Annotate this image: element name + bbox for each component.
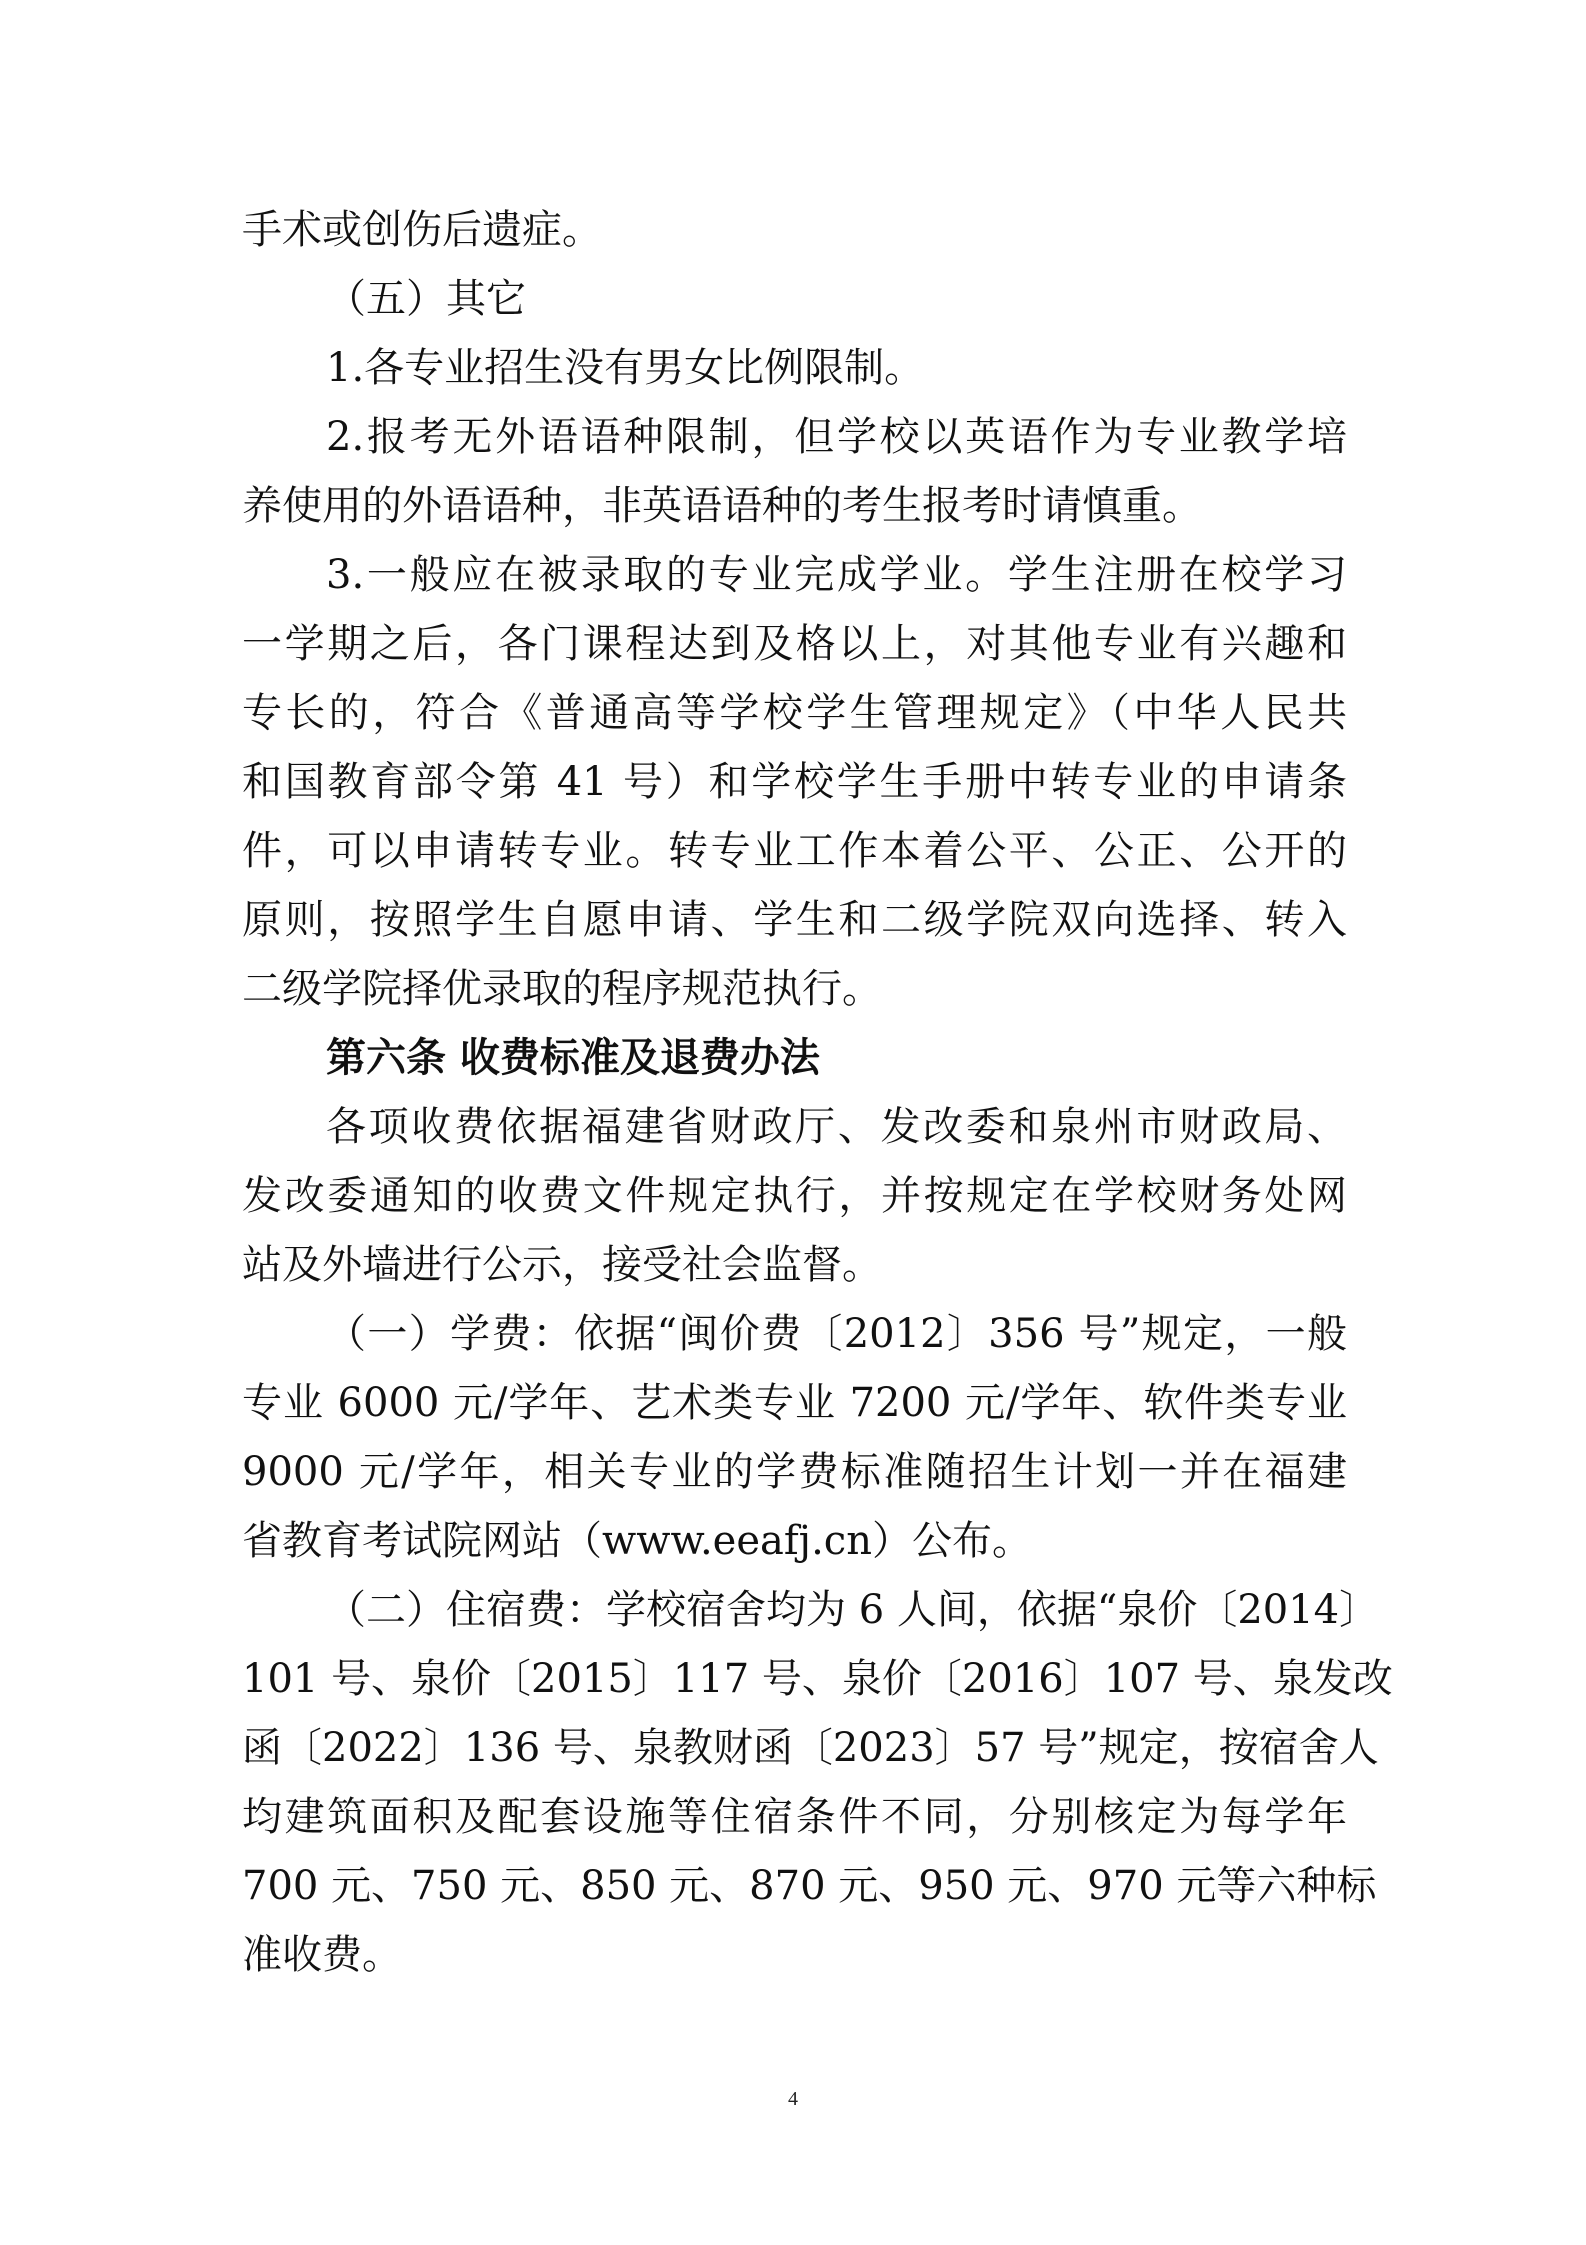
document-body xyxy=(242,196,1393,1990)
text-line: 养使用的外语语种，非英语语种的考生报考时请慎重。 xyxy=(242,483,1202,529)
text-line: 9000 元/学年，相关专业的学费标准随招生计划一并在福建 xyxy=(242,1449,1347,1495)
text-line: 站及外墙进行公示，接受社会监督。 xyxy=(242,1242,882,1288)
text-line: 原则，按照学生自愿申请、学生和二级学院双向选择、转入 xyxy=(242,897,1347,943)
text-line: 手术或创伤后遗症。 xyxy=(242,207,602,253)
text-line: 准收费。 xyxy=(242,1932,402,1978)
article-heading: 第六条 收费标准及退费办法 xyxy=(326,1035,820,1081)
text-line: 2.报考无外语语种限制，但学校以英语作为专业教学培 xyxy=(326,414,1347,460)
text-line: 专业 6000 元/学年、艺术类专业 7200 元/学年、软件类专业 xyxy=(242,1380,1347,1426)
text-line: （一）学费：依据“闽价费〔2012〕356 号”规定，一般 xyxy=(326,1311,1347,1357)
text-line: 各项收费依据福建省财政厅、发改委和泉州市财政局、 xyxy=(326,1104,1347,1150)
text-line: 函〔2022〕136 号、泉教财函〔2023〕57 号”规定，按宿舍人 xyxy=(242,1725,1379,1771)
text-line: 1.各专业招生没有男女比例限制。 xyxy=(326,345,925,391)
text-line: 二级学院择优录取的程序规范执行。 xyxy=(242,966,882,1012)
text-line: 3.一般应在被录取的专业完成学业。学生注册在校学习 xyxy=(326,552,1347,598)
text-line: 专长的，符合《普通高等学校学生管理规定》（中华人民共 xyxy=(242,690,1347,736)
text-line: 发改委通知的收费文件规定执行，并按规定在学校财务处网 xyxy=(242,1173,1347,1219)
page-number: 4 xyxy=(788,2088,798,2110)
text-line: 和国教育部令第 41 号）和学校学生手册中转专业的申请条 xyxy=(242,759,1347,805)
text-line: 101 号、泉价〔2015〕117 号、泉价〔2016〕107 号、泉发改 xyxy=(242,1656,1393,1702)
text-line: 均建筑面积及配套设施等住宿条件不同，分别核定为每学年 xyxy=(242,1794,1347,1840)
text-line: 省教育考试院网站（www.eeafj.cn）公布。 xyxy=(242,1518,1032,1564)
text-line: 件，可以申请转专业。转专业工作本着公平、公正、公开的 xyxy=(242,828,1347,874)
text-line: 一学期之后，各门课程达到及格以上，对其他专业有兴趣和 xyxy=(242,621,1347,667)
text-line: （二）住宿费：学校宿舍均为 6 人间，依据“泉价〔2014〕 xyxy=(326,1587,1380,1633)
text-line: 700 元、750 元、850 元、870 元、950 元、970 元等六种标 xyxy=(242,1863,1377,1909)
section-title: （五）其它 xyxy=(326,276,526,322)
